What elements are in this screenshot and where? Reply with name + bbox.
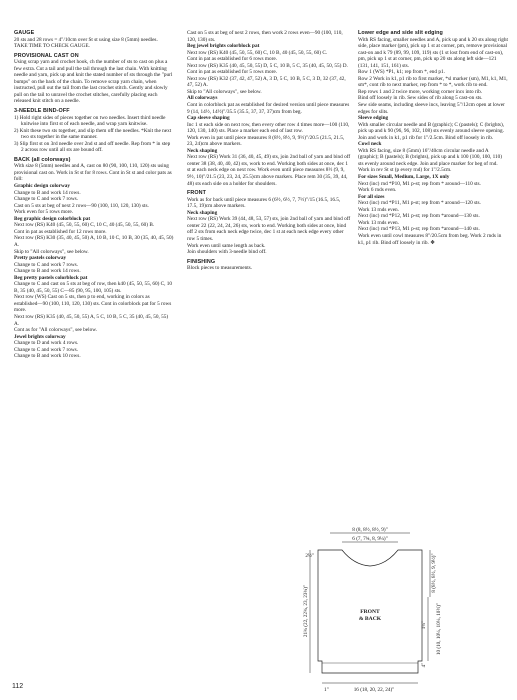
subsection-heading: All colorways — [187, 95, 218, 102]
subsection-heading: Beg graphic design colorblock pat — [14, 215, 91, 222]
body-paragraph: Cont in pat as established for 12 rows more. — [14, 228, 107, 235]
column-1 — [14, 30, 174, 360]
body-paragraph: Cast on 5 sts at beg of next 2 rows—90 (100, 110, 120, 130) sts. — [14, 202, 149, 209]
numbered-step: 1) Hold right sides of pieces together on two needles. Insert third needle knitwise into first st of each needle, and wrap yarn knitwise. — [14, 114, 166, 128]
subsection-heading: Neck shaping — [187, 147, 218, 154]
body-paragraph: Next row (WS) Cast on 5 sts, then p to end, working in colors as established—90 (100, 110, 120, 130) sts. Cont in colorblock pat for 5 rows more. — [14, 294, 172, 314]
subsection-heading: Cap sleeve shaping — [187, 115, 230, 122]
body-paragraph: Next (inc) rnd *P13, M1 p-st; rep from *around—140 sts. — [358, 226, 480, 233]
body-paragraph: Next row (RS) K40 (45, 50, 55, 60) C, 10 C, 40 (45, 50, 55, 60) B. — [14, 222, 155, 229]
body-paragraph: Cont in colorblock pat as established for desired version until piece measures 9 (14, 14½, 14½)"/35.5 (35.5, 37, 37, 37)cm from beg. — [187, 102, 350, 115]
body-paragraph: Next row (RS) K35 (40, 45, 50, 55) A, 5 C, 10 B, 5 C, 35 (40, 45, 50, 55) A. — [14, 313, 169, 327]
section-heading: FINISHING — [187, 258, 216, 265]
body-paragraph: Join shoulders with 3-needle bind off. — [187, 249, 267, 256]
side-height-label: 21¾ (22, 22¾, 23, 23¾)" — [303, 584, 309, 638]
body-paragraph: Using scrap yarn and crochet hook, ch the number of sts to cast on plus a few extra. Cut a tail and pull the tail through the last chain. With knitting needle and yarn, pick up and knit the stated number of sts through the "purl bumps" on the back of the chain. To remove scrap yarn chain, when instructed, pull out the tail from the last crochet stitch. Gently and slowly pull on the tail to unravel the crochet stitches, carefully placing each released knit stitch on a needle. — [14, 59, 173, 105]
body-paragraph: Row 1 (WS) *P1, k1; rep from *, end p1. — [358, 69, 445, 76]
body-paragraph: With smaller circular needle and B (graphic); C (pastels); C (brights), pick up and k 90 (96, 96, 102, 108) sts evenly around sleeve opening. Join and work in k1, p1 rib for 1"/2.5cm. Bind off loosely in rib. — [358, 121, 505, 141]
body-paragraph: TAKE TIME TO CHECK GAUGE. — [14, 43, 90, 50]
armhole-label: 8 (8½, 8½, 9, 9½)" — [431, 553, 437, 593]
body-paragraph: Work even until cowl measures 8"/20.5cm from beg. Work 2 rnds in k1, p1 rib. Bind off loosely in rib. ❖ — [358, 232, 502, 246]
numbered-step: 3) Slip first st on 3rd needle over 2nd st and off needle. Rep from * in step 2 across row until all sts are bound off. — [14, 140, 171, 154]
body-paragraph: Change to C and work 7 rows. — [14, 261, 79, 268]
body-paragraph: Work even until same length as back. — [187, 242, 266, 249]
section-heading: Lower edge and side slit edging — [358, 30, 443, 36]
body-paragraph: Change to C and work 7 rows. — [14, 196, 79, 203]
top-width-label: 8 (8, 8½, 8½, 9)" — [352, 527, 388, 533]
body-paragraph: Work even in pat until piece measures 8 (8½, 8½, 9, 9½)"/20.5 (21.5, 21.5, 23, 24)cm above markers. — [187, 134, 345, 148]
body-paragraph: With size 8 (5mm) needles and A, cast on 80 (90, 100, 110, 120) sts using provisional cast on. Work in St st for 8 rows. Cont in St st and color pats as foll: — [14, 163, 172, 183]
front-back-label-2: & BACK — [358, 616, 382, 622]
bottom-width-label: 16 (18, 20, 22, 24)" — [353, 687, 395, 693]
section-heading: 3-NEEDLE BIND-OFF — [14, 108, 70, 115]
body-paragraph: Change to B and work 10 rows. — [14, 353, 81, 360]
body-paragraph: Work 13 rnds even. — [358, 206, 399, 213]
subsection-heading: Beg jewel brights colorblock pat — [187, 43, 260, 50]
subsection-heading: Pretty pastels colorway — [14, 255, 67, 262]
subsection-heading: Cowl neck — [358, 141, 382, 148]
section-heading: BACK (all colorways) — [14, 156, 71, 163]
body-paragraph: Inc 1 st each side on next row, then every other row 4 times more—100 (110, 120, 130, 140) sts. Place a marker each end of last row. — [187, 121, 350, 135]
body-paragraph: Next row (RS) Work 31 (36, 40, 45, 49) sts, join 2nd ball of yarn and bind off center 38 (38, 40, 40, 42) sts, work to end. Working both sides at once, dec 1 st at each neck edge on next row. Work even until piece measures 8½ (9, 9, 9½, 10)"/21.5 (23, 23, 24, 25.5)cm above markers. Place rem 30 (35, 39, 44, 48) sts each side on a holder for shoulders. — [187, 154, 351, 187]
body-paragraph: Work 6 rnds even. — [358, 187, 397, 194]
side-body-label: 10 (10, 10¼, 10¼, 10½)" — [436, 602, 442, 656]
schematic-diagram — [294, 525, 444, 695]
body-paragraph: Change to D and work 4 rows. — [14, 340, 79, 347]
body-paragraph: Work even for 5 rows more. — [14, 209, 74, 216]
cuff-label: 1" — [324, 687, 329, 693]
body-paragraph: With RS facing, smaller needles and A, pick up and k 20 sts along right side, place marker (pm), pick up 1 st at corner, pm, remove provisional cast-on and k 79 (89, 99, 109, 119) sts (1 st lost from end of cast-on), pm, pick up 1 st at corner, pm, pick up 20 sts along left side—121 (131, 141, 151, 161) sts. — [358, 36, 508, 69]
body-paragraph: Change to B and work 14 rows. — [14, 268, 81, 275]
body-paragraph: Work in rev St st (p every rnd) for 1"/2.5cm. — [358, 167, 452, 174]
body-paragraph: Change to C and cast on 5 sts at beg of row, then k40 (45, 50, 55, 60) C, 10 B, 35 (40, 45, 50, 55) C—85 (90, 95, 100, 105) sts. — [14, 281, 173, 294]
shoulder-label: 2½" — [305, 553, 314, 559]
body-paragraph: Block pieces to measurements. — [187, 265, 253, 272]
subsection-heading: Beg pretty pastels colorblock pat — [14, 274, 88, 281]
subsection-heading: For all sizes — [358, 193, 385, 200]
section-heading: FRONT — [187, 190, 207, 197]
body-paragraph: Work 13 rnds even. — [358, 219, 399, 226]
subsection-heading: Neck shaping — [187, 209, 218, 216]
body-paragraph: Cont as for "All colorways", see below. — [14, 327, 97, 334]
slit-label: 4" — [421, 662, 427, 668]
page-number: 112 — [12, 683, 24, 690]
lower-rib-label: 1¼" — [421, 620, 427, 630]
body-paragraph: Change to C and work 7 rows. — [14, 346, 79, 353]
section-heading: GAUGE — [14, 30, 35, 36]
body-paragraph: Next (inc) rnd *P12, M1 p-st; rep from *around—130 sts. — [358, 213, 480, 220]
body-paragraph: Next row (RS) K30 (35, 40, 45, 50) A, 10 B, 10 C, 10 B, 30 (35, 40, 45, 50) A. — [14, 235, 174, 248]
body-paragraph: Bind off loosely in rib. Sew sides of rib along 5 cast-on sts. — [358, 95, 483, 102]
numbered-step: 2) Knit these two sts together, and slip them off the needles. *Knit the next two sts together in the same manner. — [14, 127, 172, 141]
body-paragraph: Next row (RS) K35 (40, 45, 50, 55) D, 5 C, 10 B, 5 C, 35 (40, 45, 50, 55) D. — [187, 62, 348, 69]
column-2 — [187, 30, 351, 272]
subsection-heading: Sleeve edging — [358, 115, 389, 122]
body-paragraph: Row 2 Work in k1, p1 rib to first marker, *sl marker (sm), M1, k1, M1, sm*, cont rib to next marker, rep from * to *, work rib to end. — [358, 75, 508, 89]
front-back-label-1: FRONT — [360, 609, 380, 615]
body-paragraph: Next (inc) rnd *P11, M1 p-st; rep from * around—120 sts. — [358, 200, 481, 207]
body-paragraph: Next row (RS) K32 (37, 42, 47, 52) A, 3 D, 5 C, 10 B, 5 C, 3 D, 32 (37, 42, 47, 52) A. — [187, 75, 346, 89]
neck-width-label: 6 (7, 7¾, 8, 9¼)" — [352, 536, 388, 542]
body-paragraph: Skip to "All colorways", see below. — [187, 88, 262, 95]
body-paragraph: Cont in pat as established for 6 rows more. — [187, 56, 277, 63]
subsection-heading: Graphic design colorway — [14, 183, 70, 190]
body-paragraph: Work as for back until piece measures 6 (6½, 6½, 7, 7½)"/15 (16.5, 16.5, 17.5, 19)cm above markers. — [187, 196, 341, 210]
body-paragraph: Next row (RS) K40 (45, 50, 55, 60) C, 10 B, 40 (45, 50, 55, 60) C. — [187, 49, 328, 56]
subsection-heading: For sizes Small, Medium, Large, 1X only — [358, 174, 450, 181]
body-paragraph: Change to B and work 14 rows. — [14, 189, 81, 196]
section-heading: PROVISIONAL CAST ON — [14, 52, 79, 59]
body-paragraph: With RS facing, size 8 (5mm) 16"/40cm circular needle and A (graphic); B (pastels); B (brights), pick up and k 100 (100, 100, 110) sts evenly around neck edge. Join and place marker for beg of rnd. — [358, 147, 503, 167]
body-paragraph: 20 sts and 28 rows = 4"/10cm over St st using size 8 (5mm) needles. — [14, 36, 158, 43]
body-paragraph: Sew side seams, including sleeve incs, leaving 5"/12cm open at lower edges for slits. — [358, 102, 505, 115]
body-paragraph: Next (inc) rnd *P10, M1 p-st; rep from * around—110 sts. — [358, 180, 481, 187]
subsection-heading: Jewel brights colorway — [14, 333, 66, 340]
body-paragraph: Cont in pat as established for 5 rows more. — [187, 69, 277, 76]
body-paragraph: Skip to "All colorways", see below. — [14, 248, 89, 255]
body-paragraph: Rep rows 1 and 2 twice more, working corner incs into rib. — [358, 88, 483, 95]
body-paragraph: Next row (RS) Work 39 (44, 48, 53, 57) sts, join 2nd ball of yarn and bind off center 22 (22, 24, 24, 26) sts, work to end. Working both sides at once, bind off 2 sts from each neck edge twice, dec 1 st at each neck edge every other row 5 times. — [187, 216, 351, 242]
body-paragraph: Cast on 5 sts at beg of next 2 rows, then work 2 rows even—90 (100, 110, 120, 130) sts. — [187, 30, 343, 43]
column-3 — [358, 30, 508, 246]
